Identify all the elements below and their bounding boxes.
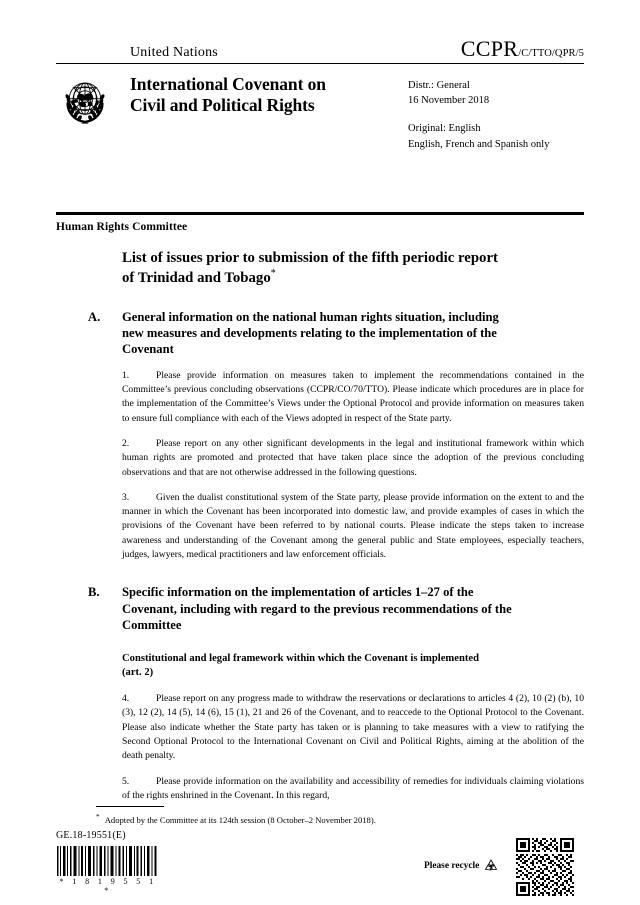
emblem-cell	[56, 72, 130, 152]
barcode-icon	[56, 846, 160, 876]
paragraph-5	[122, 775, 584, 804]
recycle-label: Please recycle	[424, 861, 480, 871]
document-symbol-main: CCPR	[460, 36, 519, 61]
paragraph-2	[122, 437, 584, 480]
section-b	[88, 584, 584, 632]
paragraph-1	[122, 369, 584, 426]
masthead-main-row	[56, 72, 584, 152]
paragraph-2-number: 2.	[122, 437, 130, 449]
subsection-heading-line1: Constitutional and legal framework within which the Covenant is implemented	[122, 652, 479, 664]
paragraph-4	[122, 692, 584, 764]
subsection-heading	[122, 652, 584, 681]
document-content	[56, 249, 584, 803]
organization-name: United Nations	[130, 45, 218, 60]
page-title-line2: of Trinidad and Tobago	[122, 269, 271, 286]
title-footnote-mark: *	[270, 267, 276, 279]
barcode-block	[56, 846, 160, 895]
footnote-mark: *	[96, 812, 100, 821]
distribution-info	[408, 72, 584, 152]
paragraph-3	[122, 491, 584, 563]
section-a	[88, 309, 584, 357]
subsection-heading-line2: (art. 2)	[122, 667, 154, 679]
available-languages: English, French and Spanish only	[408, 138, 550, 150]
page-title	[122, 249, 522, 287]
recycle-notice	[424, 858, 499, 874]
masthead-top-row	[56, 33, 584, 60]
document-date: 16 November 2018	[408, 95, 490, 107]
section-a-title: General information on the national human rights situation, including new measures and developments relating to the implementation of the Covenant	[122, 310, 499, 357]
document-symbol	[461, 38, 584, 60]
paragraph-1-text: Please provide information on measures taken to implement the recommendations contained in the Committee’s previous concluding observations (CCPR/CO/70/TTO). Please indicate which procedures are in place for the implementation of the Committee’s Views under the Optional Protocol and provide information on measures taken to ensure full compliance with each of the Views adopted in respect of the State party.	[122, 369, 584, 424]
distribution-block	[408, 78, 584, 108]
section-b-letter: B.	[88, 585, 100, 600]
paragraph-4-number: 4.	[122, 693, 130, 705]
page-title-line1: List of issues prior to submission of the fifth periodic report	[122, 250, 498, 266]
paragraph-5-number: 5.	[122, 775, 130, 787]
masthead	[56, 33, 584, 152]
paragraph-3-number: 3.	[122, 491, 130, 503]
job-number: GE.18-19551(E)	[56, 830, 126, 841]
original-language: Original: English	[408, 123, 481, 135]
paragraph-2-text: Please report on any other significant developments in the legal and institutional framework within which human rights are promoted and protected that have taken place since the adoption of the previous concluding observations and that are not otherwise addressed in the following questions.	[122, 437, 584, 478]
qr-code-icon	[516, 838, 574, 896]
un-emblem-icon	[56, 72, 114, 130]
paragraph-1-number: 1.	[122, 369, 130, 381]
section-divider	[56, 212, 584, 215]
section-b-title: Specific information on the implementation of articles 1–27 of the Covenant, including with regard to the previous recommendations of the Committee	[122, 585, 512, 632]
paragraph-4-text: Please report on any progress made to withdraw the reservations or declarations to articles 4 (2), 10 (2) (b), 10 (3), 12 (2), 14 (5), 14 (6), 15 (1), 21 and 26 of the Covenant, and to reaccede to the Optional Protocol to the Covenant. Please also indicate whether the State party has taken or is planning to take measures with a view to ratifying the Second Optional Protocol to the International Covenant on Civil and Political Rights, aiming at the abolition of the death penalty.	[122, 693, 584, 762]
committee-name: Human Rights Committee	[56, 221, 188, 233]
paragraph-5-text: Please provide information on the availability and accessibility of remedies for individuals claiming violations of the rights enshrined in the Covenant. In this regard,	[122, 775, 584, 801]
recycle-icon	[483, 858, 499, 874]
footnote-text: Adopted by the Committee at its 124th session (8 October–2 November 2018).	[104, 814, 376, 825]
masthead-divider	[56, 63, 584, 64]
covenant-title-line2: Civil and Political Rights	[130, 95, 315, 116]
footnote-divider	[96, 806, 164, 807]
covenant-title-line1: International Covenant on	[130, 74, 326, 94]
document-symbol-suffix: /C/TTO/QPR/5	[518, 48, 584, 59]
distribution-label: Distr.: General	[408, 80, 470, 91]
language-block	[408, 121, 584, 151]
footnote	[96, 812, 566, 826]
paragraph-3-text: Given the dualist constitutional system of the State party, please provide information on the extent to and the manner in which the Covenant has been incorporated into domestic law, and provide examples of cases in which the provisions of the Covenant have been referred to by national courts. Please indicate the steps taken to increase awareness and understanding of the Covenant among the general public and State employees, especially teachers, judges, lawyers, medical practitioners and law enforcement officials.	[122, 491, 584, 561]
covenant-title	[130, 72, 408, 152]
barcode-number: * 1 8 1 9 5 5 1 *	[59, 877, 157, 895]
section-a-letter: A.	[88, 310, 101, 325]
